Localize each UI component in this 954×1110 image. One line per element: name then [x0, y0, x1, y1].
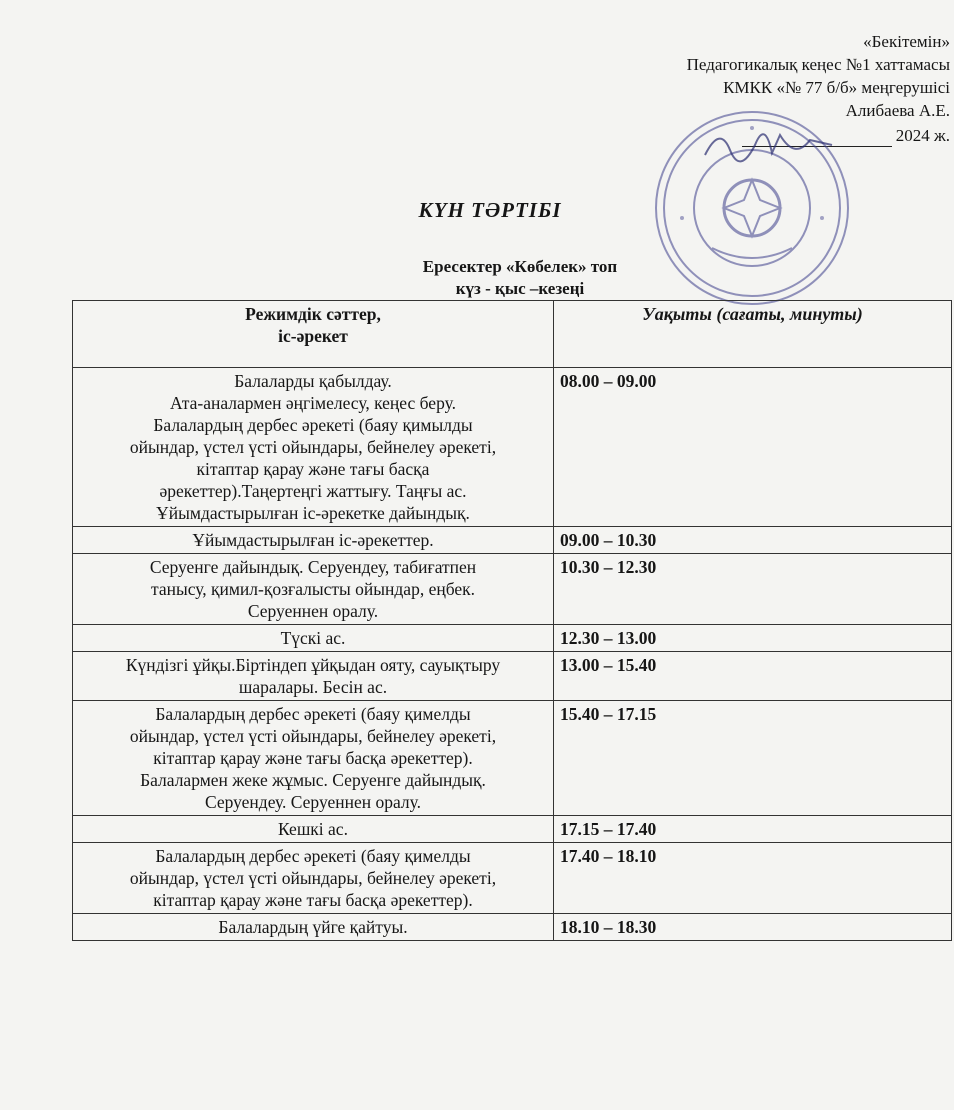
signature-icon: [700, 115, 840, 175]
activity-cell: [73, 527, 554, 554]
time-cell: 15.40 – 17.15: [554, 701, 952, 816]
time-cell: 12.30 – 13.00: [554, 625, 952, 652]
activity-line: әрекеттер).Таңертеңгі жаттығу. Таңғы ас.: [159, 481, 467, 501]
approval-council-line: Педагогикалық кеңес №1 хаттамасы: [686, 55, 950, 74]
activity-line: Күндізгі ұйқы.Біртіндеп ұйқыдан ояту, сауықтыру: [125, 655, 501, 675]
activity-line: Балалардың дербес әрекеті (баяу қимелды: [155, 704, 471, 724]
activity-line: кітаптар қарау және тағы басқа: [196, 459, 430, 479]
activity-cell: [73, 368, 554, 527]
schedule-table: [72, 300, 952, 941]
activity-line: Ұйымдастырылған іс-әрекетке дайындық.: [156, 503, 470, 523]
activity-line: Ұйымдастырылған іс-әрекеттер.: [192, 530, 434, 550]
activity-cell: [73, 625, 554, 652]
activity-cell: [73, 914, 554, 941]
approval-head-line: КМКК «№ 77 б/б» меңгерушісі: [723, 78, 950, 97]
activity-line: кітаптар қарау және тағы басқа әрекеттер).: [153, 890, 473, 910]
approval-heading: «Бекітемін»: [863, 32, 950, 51]
table-row: [73, 843, 952, 914]
activity-line: Балалардың дербес әрекеті (баяу қимелды: [155, 846, 471, 866]
table-header-row: [73, 301, 952, 368]
activity-cell: [73, 652, 554, 701]
time-cell: 10.30 – 12.30: [554, 554, 952, 625]
activity-line: танысу, қимил-қозғалысты ойындар, еңбек.: [150, 579, 476, 599]
activity-line: кітаптар қарау және тағы басқа әрекеттер).: [153, 748, 473, 768]
activity-line: ойындар, үстел үсті ойындары, бейнелеу әрекеті,: [129, 726, 497, 746]
activity-cell: [73, 701, 554, 816]
activity-line: Балаларды қабылдау.: [234, 371, 392, 391]
time-cell: 09.00 – 10.30: [554, 527, 952, 554]
header-activity-line2: іс-әрекет: [278, 326, 348, 346]
table-row: [73, 816, 952, 843]
activity-line: Серуеннен оралу.: [247, 601, 379, 621]
activity-line: Балалармен жеке жұмыс. Серуенге дайындық.: [140, 770, 486, 790]
activity-line: ойындар, үстел үсті ойындары, бейнелеу әрекеті,: [129, 437, 497, 457]
activity-line: Ата-аналармен әңгімелесу, кеңес беру.: [170, 393, 456, 413]
table-row: [73, 554, 952, 625]
table-row: [73, 625, 952, 652]
time-cell: 13.00 – 15.40: [554, 652, 952, 701]
activity-line: Балалардың дербес әрекеті (баяу қимылды: [153, 415, 473, 435]
time-cell: 18.10 – 18.30: [554, 914, 952, 941]
activity-line: Балалардың үйге қайтуы.: [218, 917, 408, 937]
activity-line: шаралары. Бесін ас.: [238, 677, 388, 697]
table-row: [73, 368, 952, 527]
time-cell: 17.15 – 17.40: [554, 816, 952, 843]
activity-line: ойындар, үстел үсті ойындары, бейнелеу әрекеті,: [129, 868, 497, 888]
table-row: [73, 652, 952, 701]
header-activity: [73, 301, 554, 368]
activity-cell: [73, 816, 554, 843]
approval-name: Алибаева А.Е.: [845, 101, 950, 120]
table-row: [73, 701, 952, 816]
page-title: КҮН ТӘРТІБІ: [418, 198, 562, 222]
activity-line: Серуенге дайындық. Серуендеу, табиғатпен: [149, 557, 477, 577]
activity-cell: [73, 843, 554, 914]
activity-cell: [73, 554, 554, 625]
time-cell: 17.40 – 18.10: [554, 843, 952, 914]
time-cell: 08.00 – 09.00: [554, 368, 952, 527]
header-activity-line1: Режимдік сәттер,: [245, 304, 381, 324]
group-subtitle: [300, 256, 740, 300]
group-name: Ересектер «Көбелек» топ: [422, 257, 618, 276]
activity-line: Кешкі ас.: [278, 819, 348, 839]
table-row: [73, 527, 952, 554]
table-row: [73, 914, 952, 941]
activity-line: Серуендеу. Серуеннен оралу.: [204, 792, 422, 812]
header-time: Уақыты (сағаты, минуты): [554, 301, 952, 368]
season-label: күз - қыс –кезеңі: [455, 279, 585, 298]
approval-year: 2024 ж.: [895, 126, 950, 145]
activity-line: Түскі ас.: [280, 628, 346, 648]
